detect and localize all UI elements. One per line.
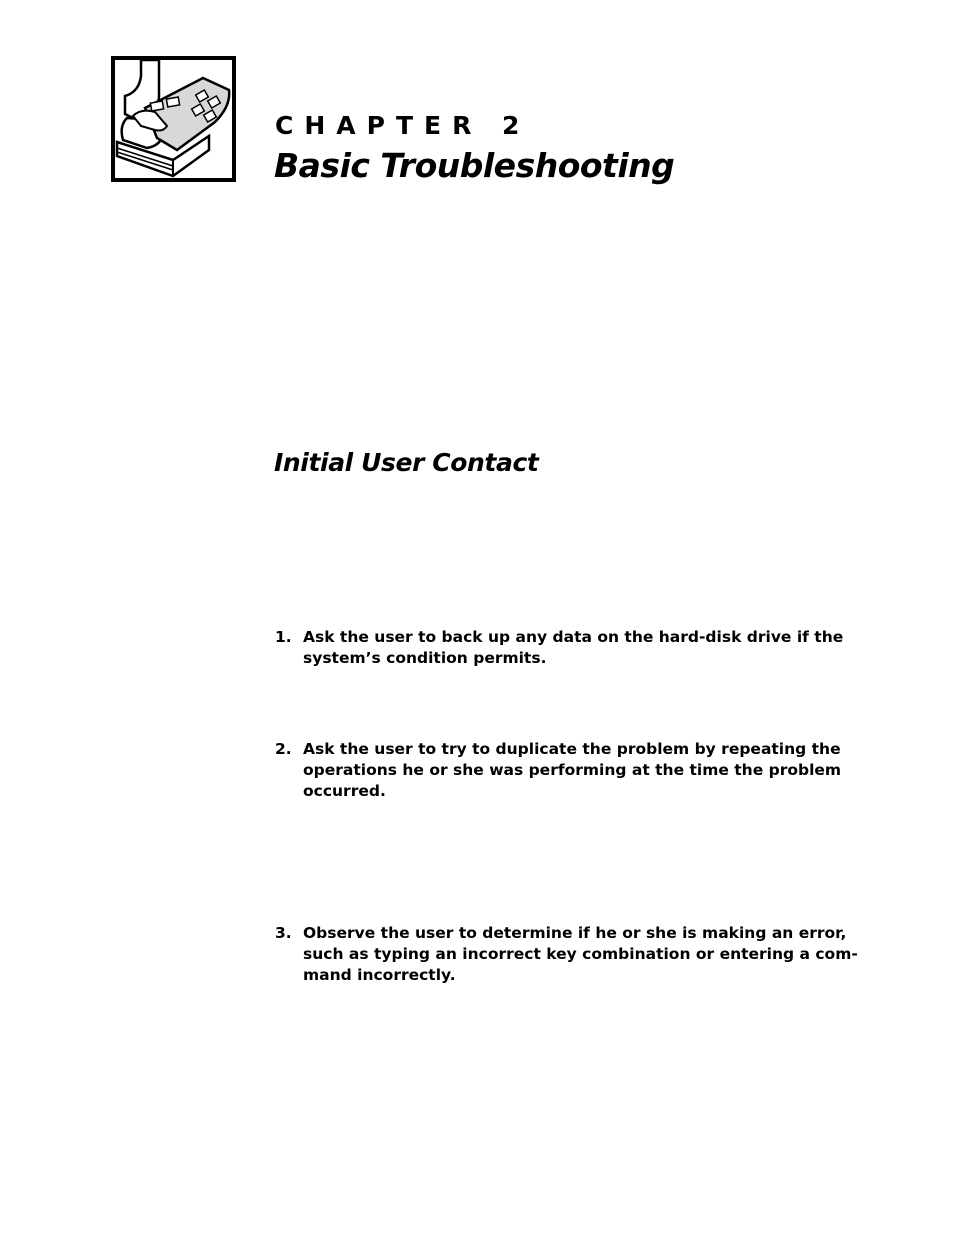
chapter-title: Basic Troubleshooting [274, 146, 675, 185]
chapter-label: CHAPTER 2 [275, 111, 531, 140]
step-number: 1. [275, 628, 292, 646]
step-item [275, 627, 865, 669]
step-item [275, 739, 865, 802]
step-text: Ask the user to try to duplicate the problem by repeating the operations he or she was performing at the time the problem occurred. [303, 740, 842, 800]
section-heading: Initial User Contact [274, 448, 539, 477]
step-text: Observe the user to determine if he or she is making an error, such as typing an incorrect key combination or entering a com-mand incorrectly. [303, 924, 858, 984]
step-item [275, 923, 865, 986]
step-number: 3. [275, 924, 292, 942]
step-text: Ask the user to back up any data on the hard-disk drive if the system’s condition permits. [303, 628, 844, 667]
step-number: 2. [275, 740, 292, 758]
chapter-icon [111, 56, 236, 182]
